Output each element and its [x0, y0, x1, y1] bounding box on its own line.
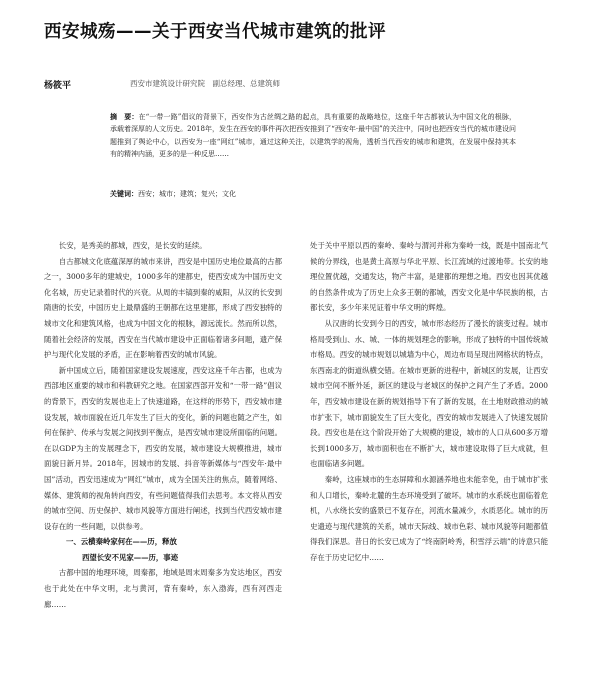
body-paragraph: 自古都城文化底蕴深厚的城市来讲，西安是中国历史地位最高的古都之一，3000多年的建城史，1000多年的建都史，使西安成为中国历史文化名城，历史记录着时代的兴衰。从周的丰镐到秦的咸阳，从汉的长安到隋唐的长安，中国历史上最鼎盛的王朝都在这里建都，形成了西安独特的城市文化和建筑风格，也成为中国文化的根脉，源远流长。然而所以然，随着社会经济的发展，西安在当代城市建设中正面临着诸多问题，遗产保护与现代化发展的矛盾，正在影响着西安的城市风貌。: [44, 256, 282, 360]
author-row: [44, 78, 564, 92]
section-heading: [44, 534, 282, 565]
keywords-label: 关键词：: [110, 190, 138, 198]
author-name: 杨筱平: [44, 81, 72, 91]
abstract-label: 摘 要：: [110, 113, 139, 121]
author-affiliation: 西安市建筑设计研究院 副总经理、总建筑师: [130, 79, 280, 88]
article-title: 西安城殇——关于西安当代城市建筑的批评: [44, 22, 386, 42]
abstract-text: 在“一带一路”倡议的背景下，西安作为古丝绸之路的起点，具有重要的战略地位，这座千年古都被认为中国文化的根脉，承载着深厚的人文历史。2018年，发生在西安的事件再次把西安推到了“西安年·最中国”的关注中，同时也把西安当代的城市建设问题推到了舆论中心，以西安为一座“网红”城市，通过这种关注，以建筑学的视角，透析当代西安的城市和建筑，在发展中保持其本有的精神内涵，更多的是一种反思……: [110, 113, 517, 159]
body-paragraph: 长安，是秀美的都城，西安，是长安的延续。: [58, 241, 207, 250]
right-column: [310, 238, 548, 678]
keywords-text: 西安；城市；建筑；复兴；文化: [138, 190, 236, 198]
body-paragraph: 古都中国的地理环境，周秦都，地域是周末周秦多为发达地区，西安也于此处在中华文明，北与黄河，背有秦岭，东入渤海，西有河西走廊……: [44, 568, 282, 609]
section-heading-line1: 一、云横秦岭家何在——历，释放: [66, 537, 177, 547]
body-paragraph: 秦岭，这座城市的生态屏障和水源涵养地也未能幸免，由于城市扩张和人口增长，秦岭北麓的生态环境受到了破坏。城市的水系统也面临着危机，八水绕长安的盛景已不复存在，河流水量减少，水质恶化。城市的历史遗迹与现代建筑的关系，城市天际线、城市色彩、城市风貌等问题都值得我们深思。昔日的长安已成为了“终南阴岭秀，积雪浮云端”的诗意只能存在于历史记忆中……: [310, 474, 548, 562]
keywords: [110, 188, 516, 200]
left-column: [44, 238, 282, 678]
body-paragraph: 从汉唐的长安到今日的西安，城市形态经历了漫长的演变过程。城市格局受到山、水、城、一体的规划理念的影响，形成了独特的中国传统城市格局。西安的城市规划以城墙为中心，周边布局呈现出网格状的特点，东西南北的街道纵横交错。在城市更新的进程中，新城区的发展，让西安城市空间不断外延，新区的建设与老城区的保护之间产生了矛盾。2000年，西安城市建设在新的规划指导下有了新的发展，在土地财政推动的城市扩张下，城市面貌发生了巨大变化，西安的城市发展进入了快速发展阶段。西安也是在这个阶段开始了大规模的建设，城市的人口从600多万增长到1000多万，城市面积也在不断扩大，城市建设取得了巨大成就，但也面临诸多问题。: [310, 318, 548, 469]
body-paragraph: 新中国成立后，随着国家建设发展速度，西安这座千年古都，也成为西部地区重要的城市和科教研究之地。在国家西部开发和“一带一路”倡议的背景下，西安的发展也走上了快速道路，在这样的形势下，西安城市建设发展，城市面貌在近几年发生了巨大的变化，新的问题也随之产生，如何在保护、传承与发展之间找到平衡点，是西安城市建设所面临的问题。在以GDP为主的发展理念下，西安的发展，城市建设大规模推进，城市面貌日新月异。2018年，因城市的发展、抖音等新媒体与“西安年·最中国”活动，西安迅速成为“网红”城市，成为全国关注的焦点，随着网络、媒体、建筑师的视角转向西安，有些问题值得我们去思考。本文将从西安的城市空间、历史保护、城市风貌等方面进行阐述，找到当代西安城市建设存在的一些问题，以供参考。: [44, 365, 282, 531]
body-paragraph: 处于关中平原以西的秦岭、秦岭与渭河并称为秦岭一线，既是中国南北气候的分界线，也是黄土高原与华北平原、长江流域的过渡地带。长安的地理位置优越，交通发达，物产丰富，是建都的理想之地。西安也因其优越的自然条件成为了历史上众多王朝的都城，西安文化是中华民族的根，古都长安，多少年来见证着中华文明的辉煌。: [310, 241, 548, 313]
abstract: [110, 111, 516, 161]
section-heading-line2: 西望长安不见家——历，事迹: [82, 552, 179, 562]
